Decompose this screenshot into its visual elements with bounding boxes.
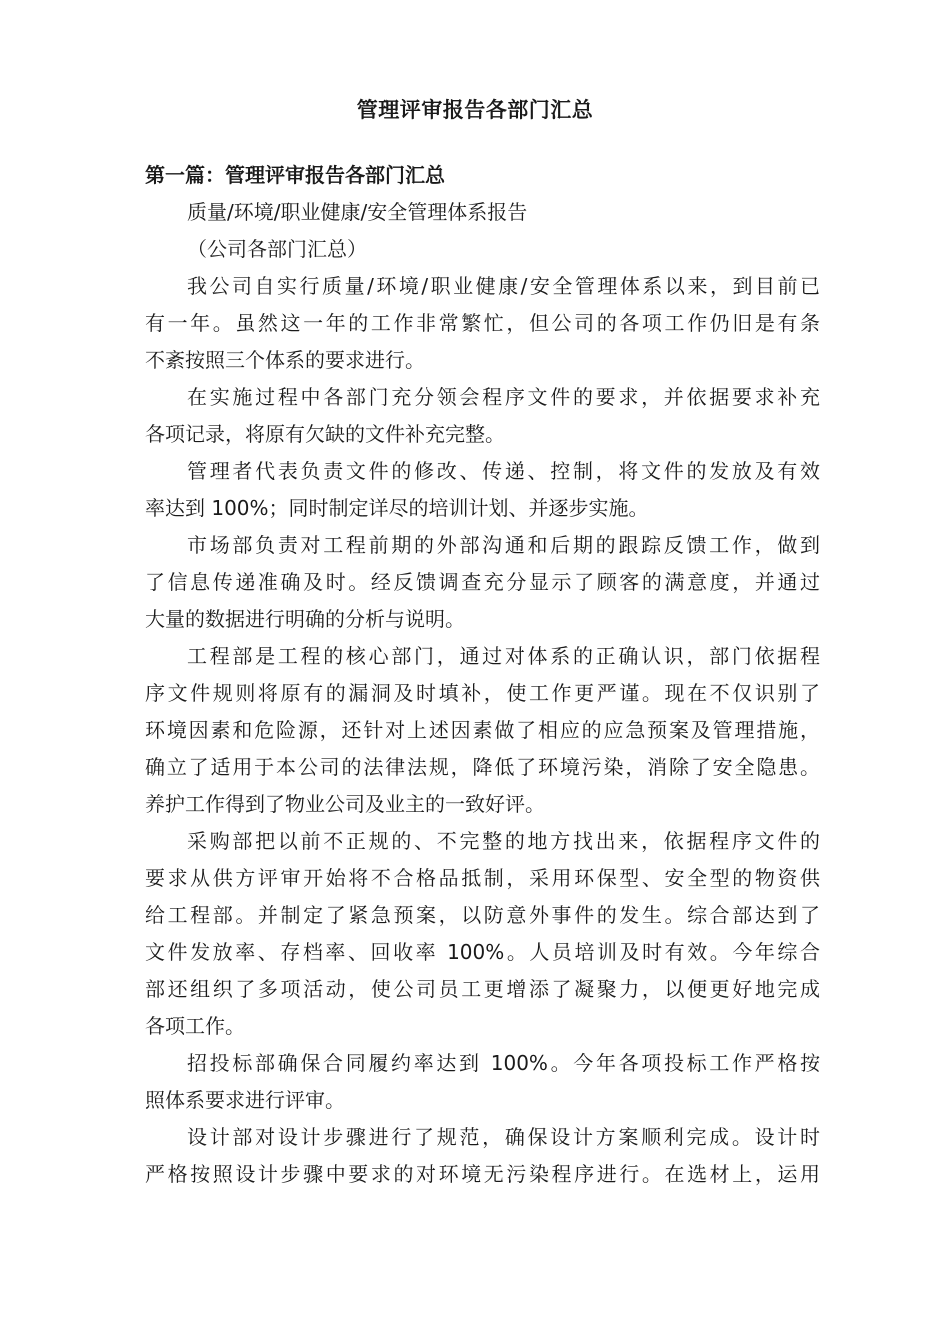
paragraph-line: 各项记录，将原有欠缺的文件补充完整。 (145, 422, 505, 446)
paragraph-line: 文件发放率、存档率、回收率 100%。人员培训及时有效。今年综合 (145, 940, 820, 964)
paragraph-line: 各项工作。 (145, 1014, 245, 1038)
paragraph-line: 给工程部。并制定了紧急预案，以防意外事件的发生。综合部达到了 (145, 903, 820, 927)
paragraph-line: 了信息传递准确及时。经反馈调查充分显示了顾客的满意度，并通过 (145, 570, 820, 594)
paragraph-line: 质量/环境/职业健康/安全管理体系报告 (187, 200, 528, 224)
document-body (145, 194, 820, 1193)
paragraph-line: 采购部把以前不正规的、不完整的地方找出来，依据程序文件的 (187, 829, 820, 853)
paragraph-line: 设计部对设计步骤进行了规范，确保设计方案顺利完成。设计时 (187, 1125, 820, 1149)
paragraph-line: 要求从供方评审开始将不合格品抵制，采用环保型、安全型的物资供 (145, 866, 820, 890)
paragraph-line: 管理者代表负责文件的修改、传递、控制，将文件的发放及有效 (187, 459, 820, 483)
paragraph-line: 大量的数据进行明确的分析与说明。 (145, 607, 465, 631)
paragraph-line: 环境因素和危险源，还针对上述因素做了相应的应急预案及管理措施， (145, 718, 820, 742)
paragraph-line: 工程部是工程的核心部门，通过对体系的正确认识，部门依据程 (187, 644, 820, 668)
paragraph-line: （公司各部门汇总） (187, 237, 367, 261)
section-heading: 第一篇：管理评审报告各部门汇总 (145, 163, 445, 187)
paragraph-line: 养护工作得到了物业公司及业主的一致好评。 (145, 792, 545, 816)
paragraph-line: 招投标部确保合同履约率达到 100%。今年各项投标工作严格按 (187, 1051, 820, 1075)
paragraph-line: 不紊按照三个体系的要求进行。 (145, 348, 425, 372)
paragraph-line: 率达到 100%；同时制定详尽的培训计划、并逐步实施。 (145, 496, 649, 520)
paragraph-line: 照体系要求进行评审。 (145, 1088, 345, 1112)
paragraph-line: 市场部负责对工程前期的外部沟通和后期的跟踪反馈工作，做到 (187, 533, 820, 557)
paragraph-line: 有一年。虽然这一年的工作非常繁忙，但公司的各项工作仍旧是有条 (145, 311, 820, 335)
paragraph-line: 我公司自实行质量/环境/职业健康/安全管理体系以来，到目前已 (187, 274, 820, 298)
paragraph-line: 严格按照设计步骤中要求的对环境无污染程序进行。在选材上，运用 (145, 1162, 820, 1186)
document-title: 管理评审报告各部门汇总 (356, 98, 594, 122)
paragraph-line: 在实施过程中各部门充分领会程序文件的要求，并依据要求补充 (187, 385, 820, 409)
paragraph-line: 确立了适用于本公司的法律法规，降低了环境污染，消除了安全隐患。 (145, 755, 820, 779)
paragraph-line: 序文件规则将原有的漏洞及时填补，使工作更严谨。现在不仅识别了 (145, 681, 820, 705)
paragraph-line: 部还组织了多项活动，使公司员工更增添了凝聚力，以便更好地完成 (145, 977, 820, 1001)
